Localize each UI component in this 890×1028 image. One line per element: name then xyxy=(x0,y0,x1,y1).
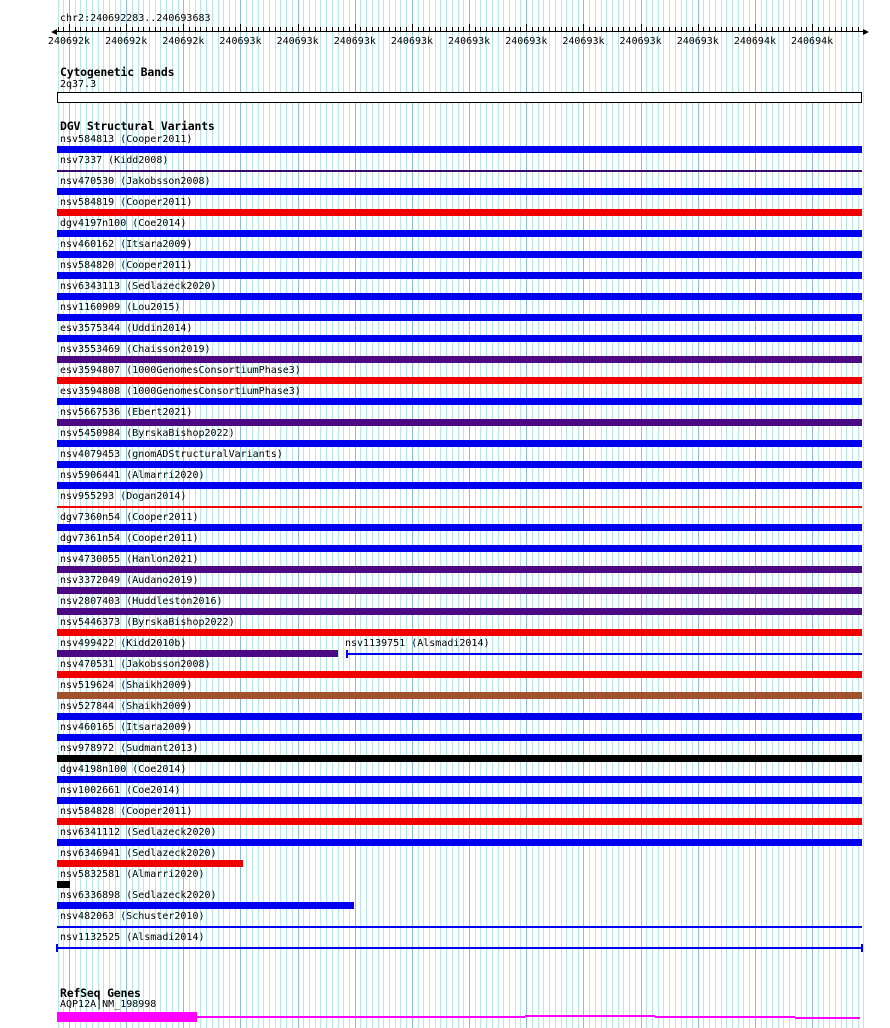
variant-label: nsv460165 (Itsara2009) xyxy=(60,722,193,733)
variant-label: nsv527844 (Shaikh2009) xyxy=(60,701,193,712)
variant-label: nsv978972 (Sudmant2013) xyxy=(60,743,199,754)
gene-exon-box[interactable] xyxy=(57,1012,197,1022)
ruler-tick-label: 240693k xyxy=(276,36,319,47)
variant-label: nsv1139751 (Alsmadi2014) xyxy=(345,638,490,649)
gene-intron-line[interactable] xyxy=(655,1016,795,1018)
variant-label: nsv4079453 (gnomADStructuralVariants) xyxy=(60,449,283,460)
gene-label: AQP12A|NM_198998 xyxy=(60,999,157,1010)
variant-label: nsv5450984 (ByrskaBishop2022) xyxy=(60,428,235,439)
variant-label: nsv584820 (Cooper2011) xyxy=(60,260,193,271)
dgv-section-title: DGV Structural Variants xyxy=(60,119,215,133)
variant-label: nsv6341112 (Sedlazeck2020) xyxy=(60,827,217,838)
variant-label: nsv470530 (Jakobsson2008) xyxy=(60,176,211,187)
variant-label: nsv482063 (Schuster2010) xyxy=(60,911,205,922)
ruler-tick-label: 240693k xyxy=(333,36,376,47)
gene-intron-line[interactable] xyxy=(197,1016,525,1018)
ruler-tick-label: 240693k xyxy=(676,36,719,47)
variant-label: nsv3553469 (Chaisson2019) xyxy=(60,344,211,355)
ruler-tick-label: 240692k xyxy=(47,36,91,47)
variant-label: nsv499422 (Kidd2010b) xyxy=(60,638,187,649)
ruler-tick-label: 240693k xyxy=(562,36,605,47)
variant-label: nsv584813 (Cooper2011) xyxy=(60,134,193,145)
variant-label: dgv7360n54 (Cooper2011) xyxy=(60,512,199,523)
variant-label: nsv6346941 (Sedlazeck2020) xyxy=(60,848,217,859)
variant-label: esv3594807 (1000GenomesConsortiumPhase3) xyxy=(60,365,301,376)
ruler-tick-label: 240693k xyxy=(448,36,491,47)
variant-label: nsv5667536 (Ebert2021) xyxy=(60,407,193,418)
ruler-tick-label: 240693k xyxy=(619,36,662,47)
region-title: chr2:240692283..240693683 xyxy=(60,13,211,24)
variant-label: nsv519624 (Shaikh2009) xyxy=(60,680,193,691)
ruler-tick-label: 240694k xyxy=(791,36,834,47)
variant-label: nsv6336898 (Sedlazeck2020) xyxy=(60,890,217,901)
variant-label: nsv7337 (Kidd2008) xyxy=(60,155,169,166)
ruler-tick-label: 240692k xyxy=(162,36,205,47)
variant-label: nsv460162 (Itsara2009) xyxy=(60,239,193,250)
ruler-tick-label: 240693k xyxy=(505,36,548,47)
ruler-tick-label: 240692k xyxy=(105,36,148,47)
variant-label: esv3594808 (1000GenomesConsortiumPhase3) xyxy=(60,386,301,397)
gene-intron-line[interactable] xyxy=(795,1017,860,1019)
gene-intron-line[interactable] xyxy=(525,1015,655,1017)
variant-label: nsv1132525 (Alsmadi2014) xyxy=(60,932,205,943)
variant-label: nsv470531 (Jakobsson2008) xyxy=(60,659,211,670)
variant-label: nsv1002661 (Coe2014) xyxy=(60,785,181,796)
refseq-section-title: RefSeq Genes xyxy=(60,986,141,1000)
variant-label: dgv4197n100 (Coe2014) xyxy=(60,218,187,229)
variant-label: nsv5906441 (Almarri2020) xyxy=(60,470,205,481)
variant-label: nsv584828 (Cooper2011) xyxy=(60,806,193,817)
variant-label: nsv6343113 (Sedlazeck2020) xyxy=(60,281,217,292)
variant-label: nsv5446373 (ByrskaBishop2022) xyxy=(60,617,235,628)
variant-label: nsv584819 (Cooper2011) xyxy=(60,197,193,208)
variant-label: nsv2807403 (Huddleston2016) xyxy=(60,596,223,607)
variant-label: esv3575344 (Uddin2014) xyxy=(60,323,193,334)
variant-label: dgv7361n54 (Cooper2011) xyxy=(60,533,199,544)
variant-label: nsv4730055 (Hanlon2021) xyxy=(60,554,199,565)
variant-label: dgv4198n100 (Coe2014) xyxy=(60,764,187,775)
variant-label: nsv1160909 (Lou2015) xyxy=(60,302,181,313)
ruler-tick-label: 240694k xyxy=(733,36,776,47)
variant-label: nsv5832581 (Almarri2020) xyxy=(60,869,205,880)
ruler-tick-label: 240693k xyxy=(219,36,262,47)
cytoband-label: 2q37.3 xyxy=(60,79,97,90)
variant-label: nsv3372049 (Audano2019) xyxy=(60,575,199,586)
cytobands-section-title: Cytogenetic Bands xyxy=(60,65,175,79)
ruler-tick-label: 240693k xyxy=(390,36,434,47)
variant-label: nsv955293 (Dogan2014) xyxy=(60,491,187,502)
